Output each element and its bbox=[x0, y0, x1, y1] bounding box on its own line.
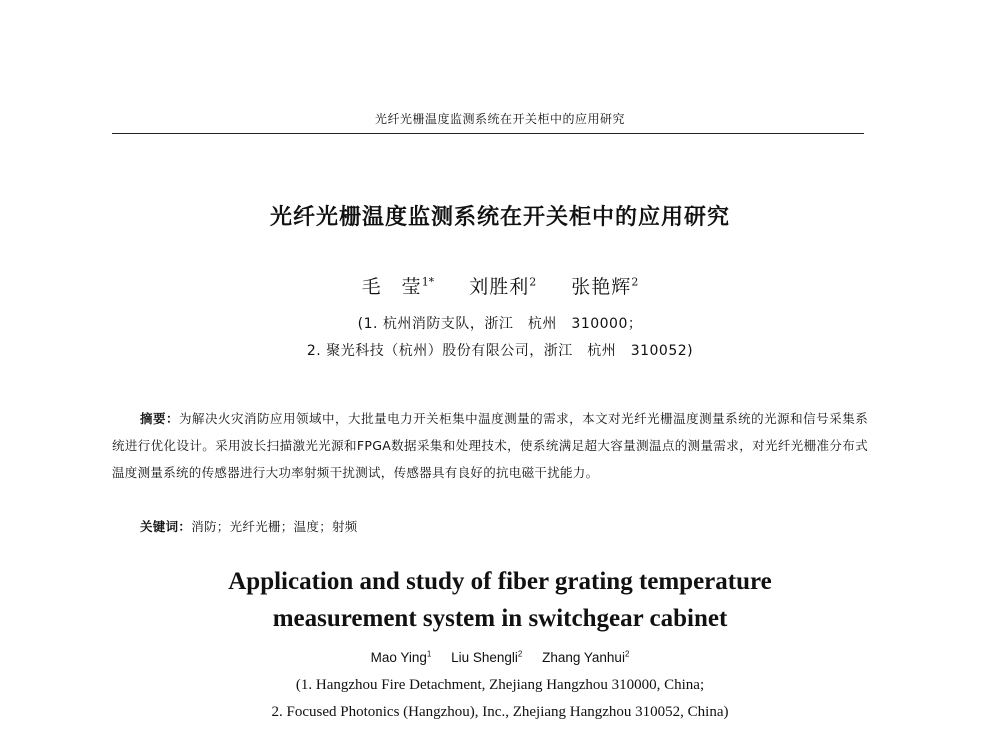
author-name: 刘胜利 bbox=[469, 276, 530, 298]
abstract-cn bbox=[112, 405, 868, 486]
author-cn bbox=[571, 276, 638, 298]
keywords-cn bbox=[140, 517, 358, 535]
author-affil-marker: 1 bbox=[426, 649, 432, 658]
running-header: 光纤光栅温度监测系统在开关柜中的应用研究 bbox=[374, 112, 625, 126]
author-affil-marker: 2 bbox=[624, 649, 630, 658]
abstract-text: 为解决火灾消防应用领域中，大批量电力开关柜集中温度测量的需求，本文对光纤光栅温度测量系统的光源和信号采集系统进行优化设计。采用波长扫描激光光源和FPGA数据采集和处理技术，使系统满足超大容量测温点的测量需求，对光纤光栅准分布式温度测量系统的传感器进行大功率射频干扰测试，传感器具有良好的抗电磁干扰能力。 bbox=[112, 411, 868, 480]
affiliation-en-2: 2. Focused Photonics (Hangzhou), Inc., Zhejiang Hangzhou 310052, China) bbox=[271, 704, 729, 720]
author-affil-marker: 2 bbox=[529, 275, 537, 289]
author-cn bbox=[469, 276, 536, 298]
author-affil-marker: 1* bbox=[421, 275, 435, 289]
author-affil-marker: 2 bbox=[517, 649, 523, 658]
author-en bbox=[451, 650, 522, 665]
author-list-cn bbox=[0, 272, 1000, 299]
author-name: Liu Shengli bbox=[451, 649, 518, 665]
keywords-text: 消防；光纤光栅；温度；射频 bbox=[191, 519, 358, 534]
author-name: Zhang Yanhui bbox=[542, 649, 625, 665]
author-en bbox=[371, 650, 432, 665]
author-name: Mao Ying bbox=[370, 649, 427, 665]
paper-title-cn: 光纤光栅温度监测系统在开关柜中的应用研究 bbox=[269, 205, 730, 230]
author-name: 张艳辉 bbox=[571, 276, 632, 298]
affiliation-cn-1: (1. 杭州消防支队，浙江 杭州 310000； bbox=[357, 316, 643, 332]
paper-title-en-line-1: Application and study of fiber grating temperature bbox=[228, 568, 772, 595]
header-rule bbox=[112, 133, 864, 134]
author-list-en bbox=[0, 649, 1000, 665]
abstract-label: 摘要： bbox=[140, 411, 180, 426]
keywords-label: 关键词： bbox=[140, 519, 192, 534]
paper-title-en-line-2: measurement system in switchgear cabinet bbox=[272, 605, 728, 632]
affiliation-en-1: (1. Hangzhou Fire Detachment, Zhejiang Hangzhou 310000, China; bbox=[295, 677, 705, 693]
affiliation-cn-2: 2. 聚光科技（杭州）股份有限公司，浙江 杭州 310052) bbox=[306, 343, 694, 359]
author-cn bbox=[362, 276, 435, 298]
author-affil-marker: 2 bbox=[631, 275, 639, 289]
author-en bbox=[542, 650, 629, 665]
author-name: 毛 莹 bbox=[361, 276, 422, 298]
